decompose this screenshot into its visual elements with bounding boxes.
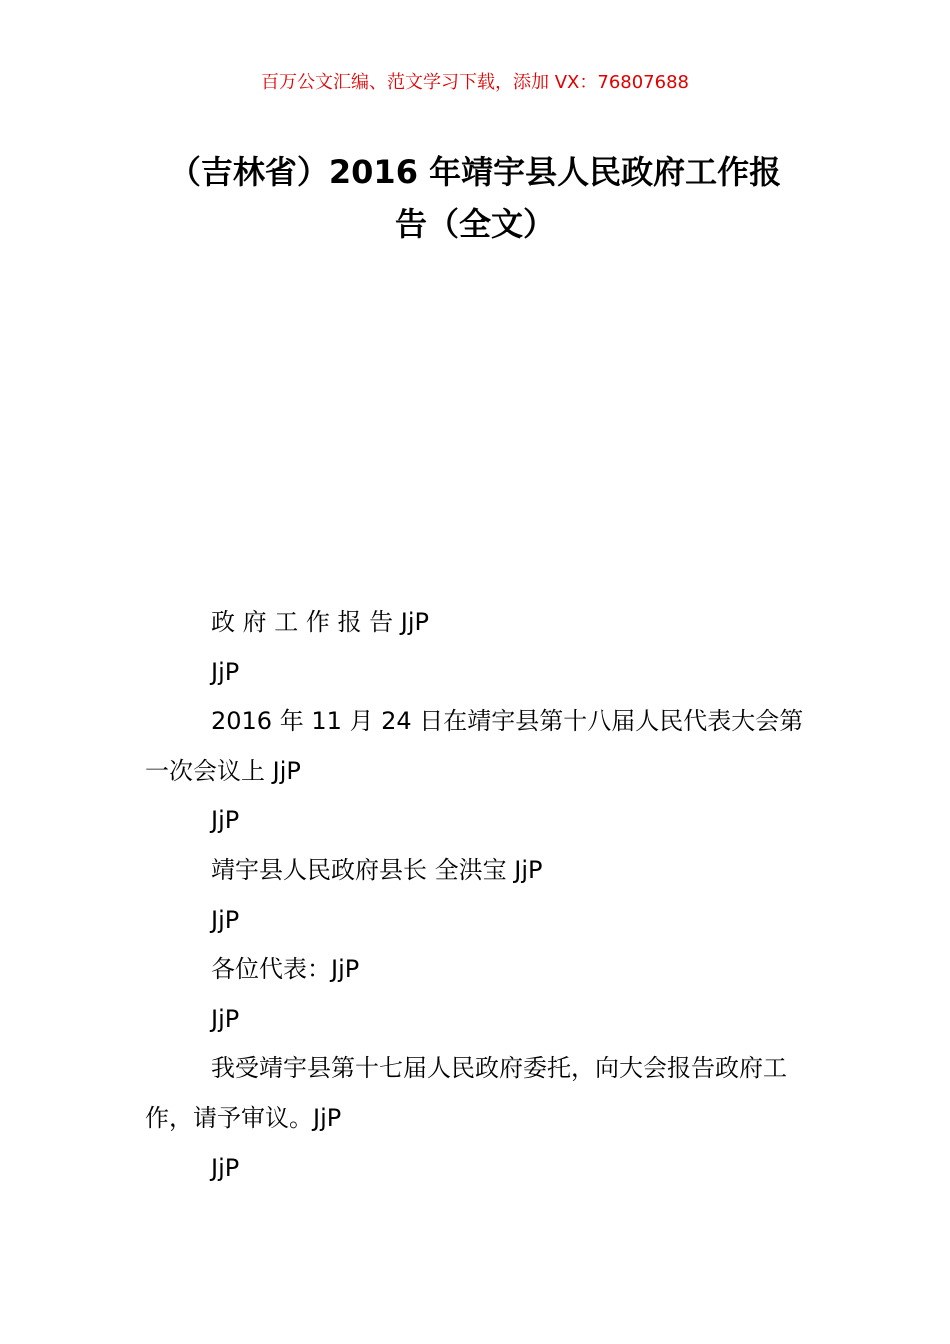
paragraph-opening: 我受靖宇县第十七届人民政府委托，向大会报告政府工作，请予审议。JjP: [145, 1054, 787, 1132]
paragraph: JjP: [211, 806, 240, 835]
paragraph: JjP: [211, 1004, 240, 1033]
paragraph: JjP: [211, 905, 240, 934]
paragraph-salutation: 各位代表：JjP: [211, 955, 360, 984]
paragraph: JjP: [211, 657, 240, 686]
document-title: [140, 146, 810, 250]
document-body: [145, 598, 810, 1193]
paragraph-speaker: 靖宇县人民政府县长 全洪宝 JjP: [211, 855, 543, 884]
document-title-line-2: 告（全文）: [394, 205, 555, 243]
header-note: 百万公文汇编、范文学习下载，添加 VX：76807688: [261, 72, 689, 93]
paragraph: JjP: [211, 1153, 240, 1182]
document-title-line-1: （吉林省）2016 年靖宇县人民政府工作报: [168, 153, 782, 191]
paragraph-meeting-date: 2016 年 11 月 24 日在靖宇县第十八届人民代表大会第一次会议上 JjP: [145, 707, 804, 785]
paragraph-report-heading: 政 府 工 作 报 告 JjP: [211, 608, 429, 636]
